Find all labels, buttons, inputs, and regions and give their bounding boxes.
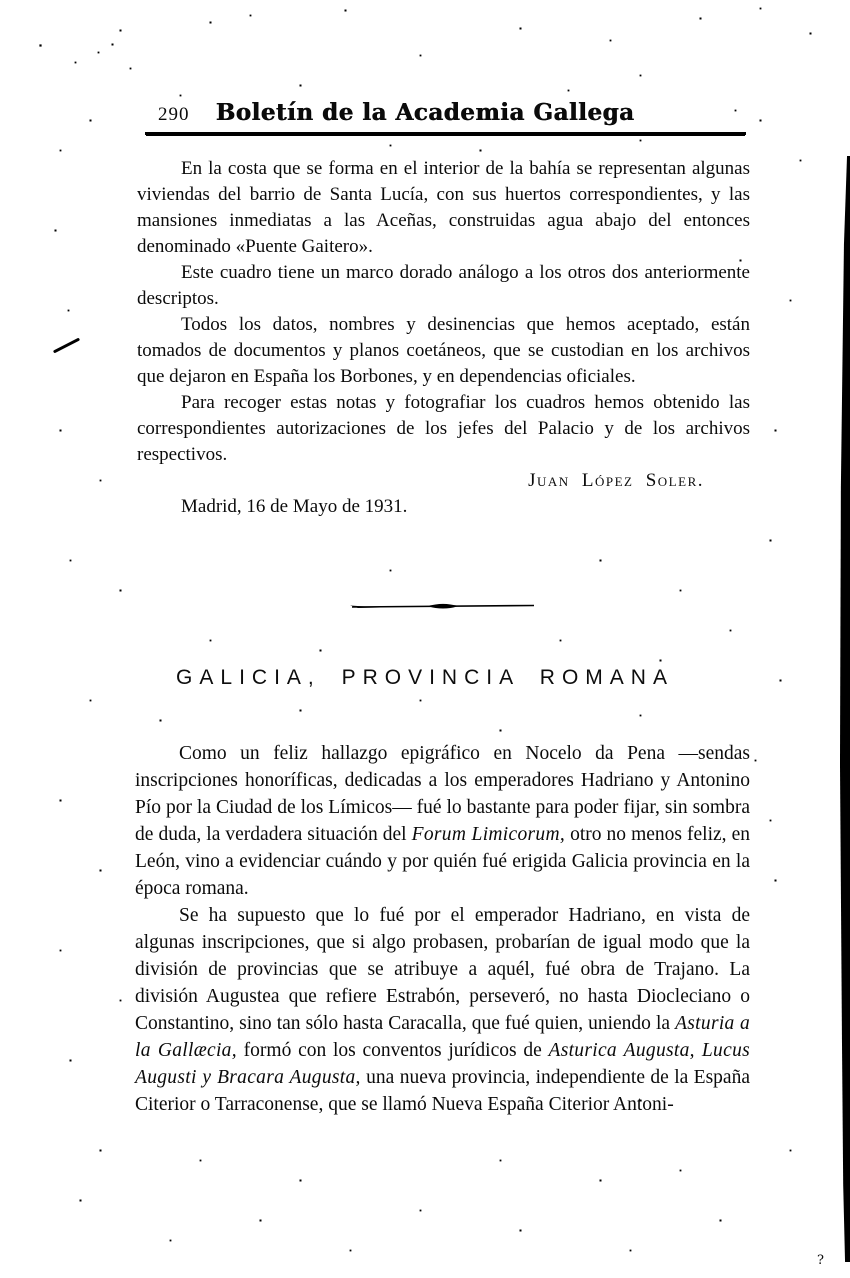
paragraph: Se ha supuesto que lo fué por el emperador Hadriano, en vista de algunas inscripciones, que si algo probasen, probarían de igual modo que la división de provincias que se atribuye a aquél, fué obra de Trajano. La división Augustea que refiere Estrabón, perseveró, no hasta Diocleciano o Constantino, sino tan sólo hasta Caracalla, que fué quien, uniendo la Asturia a la Gallæcia, formó con los conventos jurídicos de Asturica Augusta, Lucus Augusti y Bracara Augusta, una nueva provincia, independiente de la España Citerior o Tarraconense, que se llamó Nueva España Citerior Antoni- xyxy=(135,905,751,1115)
corner-mark: ? xyxy=(817,1253,824,1268)
journal-title: Boletín de la Academia Gallega xyxy=(215,99,635,126)
paragraph: Este cuadro tiene un marco dorado análogo a los otros dos anteriormente descriptos. xyxy=(137,262,750,309)
paragraph: Para recoger estas notas y fotografiar los cuadros hemos obtenido las correspondientes autorizaciones de los jefes del Palacio y de los archivos respectivos. xyxy=(137,392,750,465)
pen-mark xyxy=(53,338,80,354)
paragraph: Todos los datos, nombres y desinencias que hemos aceptado, están tomados de documentos y planos coetáneos, que se custodian en los archivos que dejaron en España los Borbones, y en dependencias oficiales. xyxy=(137,314,750,387)
paragraph: Como un feliz hallazgo epigráfico en Nocelo da Pena —sendas inscripciones honoríficas, dedicadas a los emperadores Hadriano y Antonino Pío por la Ciudad de los Límicos— fué lo bastante para poder fijar, sin sombra de duda, la verdadera situación del Forum Limicorum, otro no menos feliz, en León, vino a evidenciar cuándo y por quién fué erigida Galicia provincia en la época romana. xyxy=(135,743,751,899)
divider-rule-icon xyxy=(350,599,536,613)
article-title: GALICIA, PROVINCIA ROMANA xyxy=(176,666,674,689)
paragraph: En la costa que se forma en el interior de la bahía se representan algunas viviendas del barrio de Santa Lucía, con sus huertos correspondientes, y las mansiones inmediatas a las Aceñas, construidas agua abajo del entonces denominado «Puente Gaitero». xyxy=(137,158,750,257)
article-ending-text xyxy=(137,156,750,520)
scan-noise-speckles xyxy=(0,0,1,1)
page-number: 290 xyxy=(158,104,190,125)
section-divider xyxy=(350,599,536,613)
article-body-text xyxy=(135,740,750,1118)
scan-edge-shadow xyxy=(839,156,850,1262)
header-rule xyxy=(145,132,746,135)
author-signature: Juan López Soler. xyxy=(528,470,704,491)
dateline: Madrid, 16 de Mayo de 1931. xyxy=(181,496,408,517)
